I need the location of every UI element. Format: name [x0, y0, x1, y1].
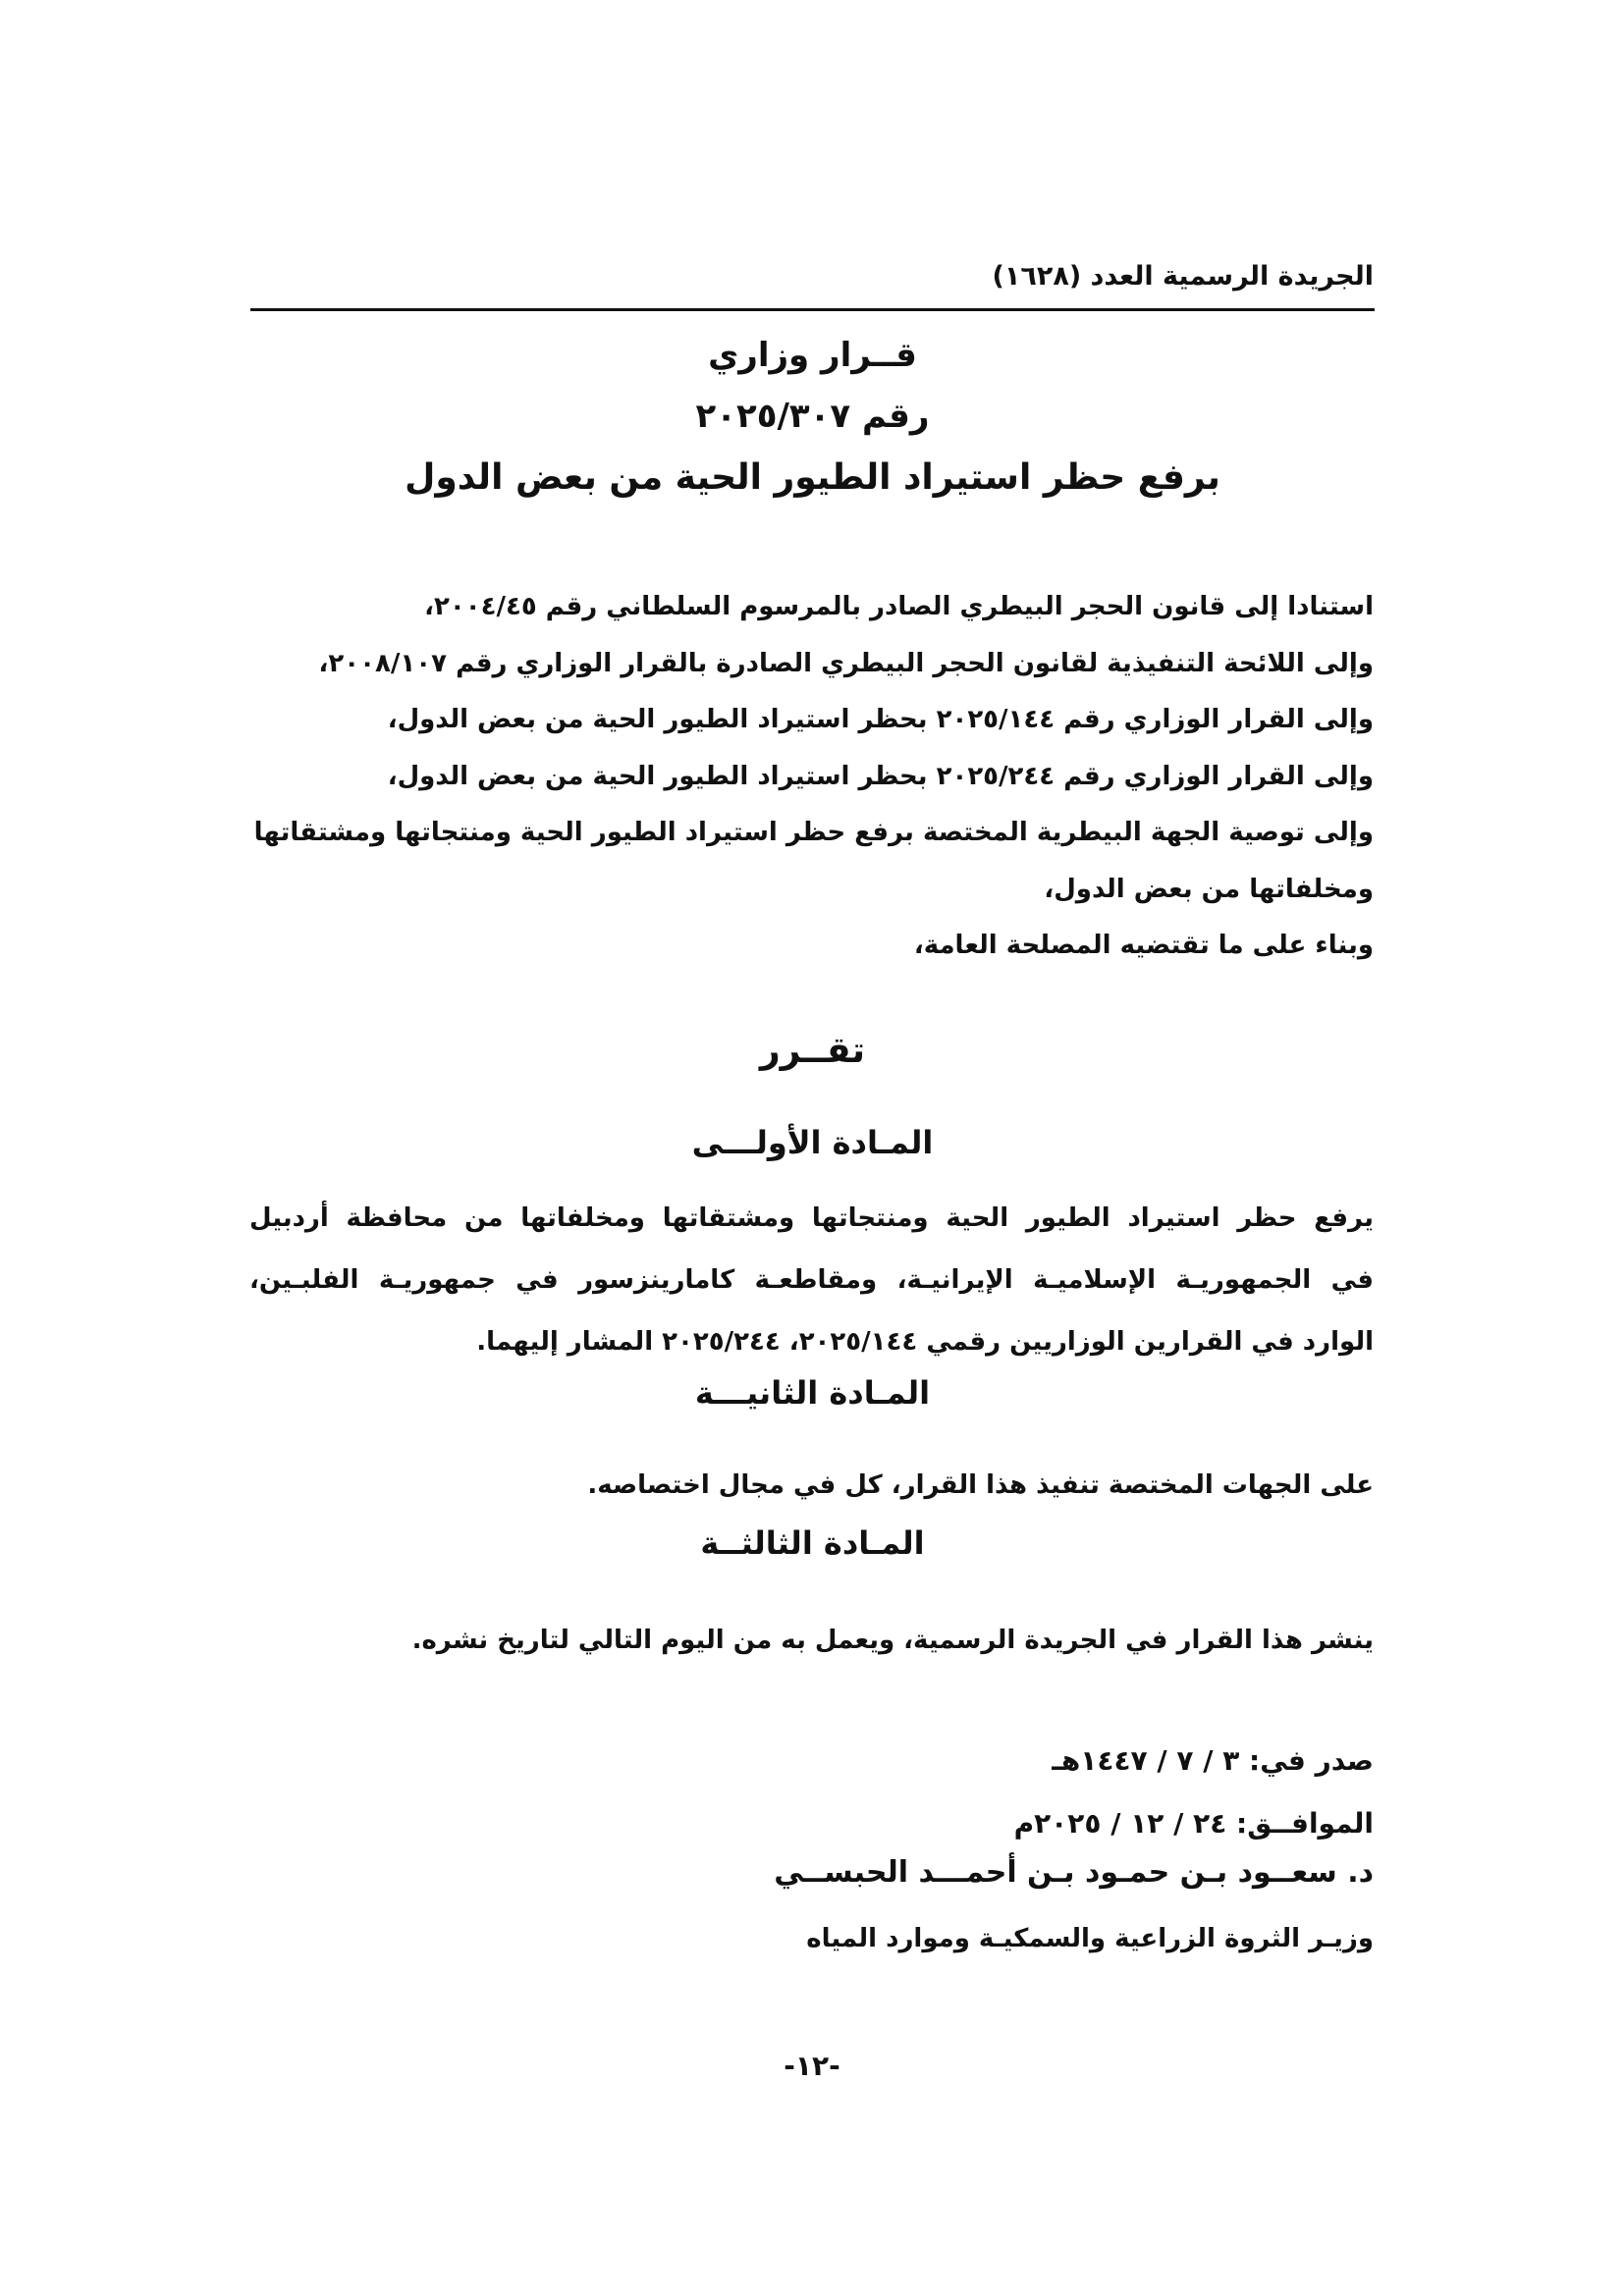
article-3-line: ينشر هذا القرار في الجريدة الرسمية، ويعمل به من اليوم التالي لتاريخ نشره. [411, 1626, 1374, 1655]
article-1-body [249, 1188, 1374, 1373]
preamble-line: استنادا إلى قانون الحجر البيطري الصادر بالمرسوم السلطاني رقم ٢٠٠٤/٤٥، [424, 592, 1374, 621]
preamble-line: وإلى القرار الوزاري رقم ٢٠٢٥/١٤٤ بحظر استيراد الطيور الحية من بعض الدول، [387, 705, 1374, 734]
article-1-title: المـادة الأولـــى [691, 1124, 934, 1161]
article-3-body [249, 1610, 1374, 1672]
preamble-line: وإلى القرار الوزاري رقم ٢٠٢٥/٢٤٤ بحظر استيراد الطيور الحية من بعض الدول، [387, 761, 1374, 791]
preamble [249, 579, 1374, 975]
signatory-title: وزيـر الثروة الزراعية والسمكيـة وموارد المياه [806, 1924, 1374, 1953]
preamble-line: ومخلفاتها من بعض الدول، [1044, 874, 1374, 904]
signatory-name: د. سعــود بـن حمـود بـن أحمـــد الحبســي [774, 1855, 1374, 1890]
article-2-body [249, 1455, 1374, 1517]
decision-number: رقم ٢٠٢٥/٣٠٧ [695, 397, 930, 436]
article-1-line: يرفع حظر استيراد الطيور الحية ومنتجاتها ومشتقاتها ومخلفاتها من محافظة أردبيل [249, 1203, 1374, 1233]
header-divider [250, 308, 1375, 311]
article-1-line: في الجمهوريـة الإسلاميـة الإيرانيـة، ومقاطعـة كامارينزسور في جمهوريـة الفلبـين، [249, 1265, 1374, 1295]
page-number: -١٢- [784, 2050, 840, 2082]
article-1-line: الوارد في القرارين الوزاريين رقمي ٢٠٢٥/١٤٤، ٢٠٢٥/٢٤٤ المشار إليهما. [476, 1327, 1374, 1357]
decision-title: قــرار وزاري [708, 336, 917, 375]
article-2-title: المـادة الثانيـــة [694, 1374, 931, 1412]
preamble-line: وبناء على ما تقتضيه المصلحة العامة، [913, 931, 1374, 960]
preamble-line: وإلى توصية الجهة البيطرية المختصة برفع حظر استيراد الطيور الحية ومنتجاتها ومشتقاتها [253, 818, 1374, 847]
gazette-header-title: الجريدة الرسمية العدد (١٦٢٨) [992, 261, 1374, 292]
article-3-title: المـادة الثالثــة [700, 1524, 925, 1562]
article-2-line: على الجهات المختصة تنفيذ هذا القرار، كل في مجال اختصاصه. [587, 1470, 1374, 1500]
preamble-line: وإلى اللائحة التنفيذية لقانون الحجر البيطري الصادرة بالقرار الوزاري رقم ٢٠٠٨/١٠٧، [318, 648, 1374, 678]
issued-hijri-date: صدر في: ٣ / ٧ / ١٤٤٧هـ [1052, 1744, 1374, 1777]
decides-heading: تقــرر [759, 1031, 866, 1071]
issue-dates [1014, 1730, 1374, 1855]
issued-gregorian-date: الموافــق: ٢٤ / ١٢ / ٢٠٢٥م [1013, 1807, 1374, 1840]
decision-subject: برفع حظر استيراد الطيور الحية من بعض الدول [405, 457, 1220, 498]
